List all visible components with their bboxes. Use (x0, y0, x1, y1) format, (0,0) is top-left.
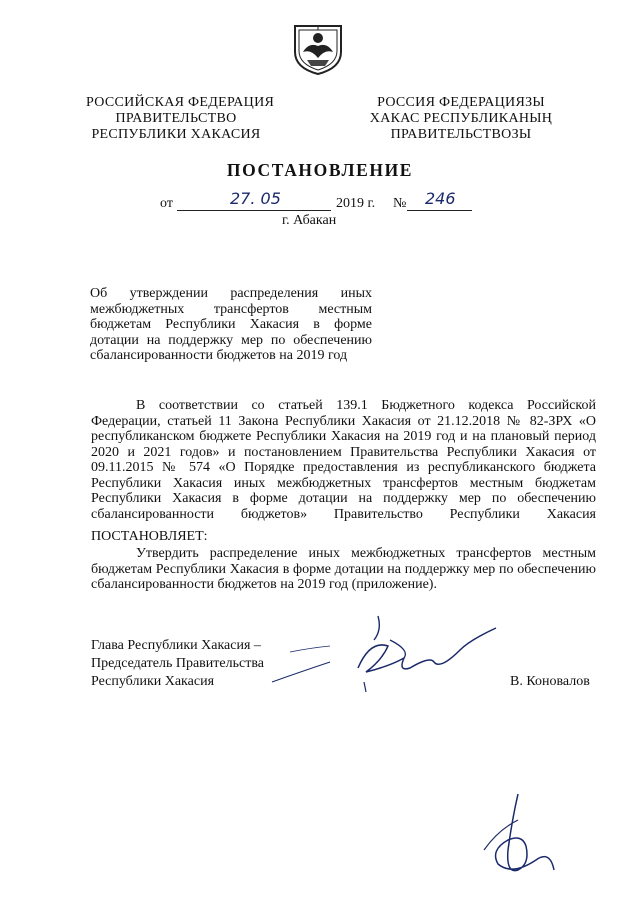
header-right (366, 95, 556, 143)
year-label: 2019 г. (336, 196, 376, 211)
city: г. Абакан (282, 213, 337, 228)
decree-word: ПОСТАНОВЛЯЕТ: (91, 529, 208, 544)
document-subject: Об утверждении распределения иных межбюджетных трансфертов местным бюджетам Республики Хакасия в форме дотации на поддержку мер по обеспечению сбалансированности бюджетов на 2019 год (90, 286, 372, 363)
header-right-line: ХАКАС РЕСПУБЛИКАНЫҢ (369, 111, 553, 126)
header-left-line: РЕСПУБЛИКИ ХАКАСИЯ (91, 127, 261, 142)
header-left-line: ПРАВИТЕЛЬСТВО (115, 111, 237, 126)
header-right-line: ПРАВИТЕЛЬСТВОЗЫ (390, 127, 532, 142)
resolution-paragraph: Утвердить распределение иных межбюджетных трансфертов местным бюджетам Республики Хакасия в форме дотации на поддержку мер по обеспечению сбалансированности бюджетов на 2019 год (приложение). (91, 546, 596, 592)
document-title: ПОСТАНОВЛЕНИЕ (226, 160, 414, 180)
signer-position (91, 637, 291, 691)
header-left (86, 95, 275, 143)
date-prefix: от (160, 196, 173, 211)
handwritten-date: 27. 05 (230, 189, 281, 208)
coat-of-arms-emblem (289, 22, 347, 76)
number-sign: № (393, 196, 407, 211)
handwritten-initials (478, 790, 558, 885)
preamble-paragraph: В соответствии со статьей 139.1 Бюджетного кодекса Российской Федерации, статьей 11 Закона Республики Хакасия от 21.12.2018 № 82-ЗРХ «О республиканском бюджете Республики Хакасия на 2019 год и на плановый период 2020 и 2021 годов» и постановлением Правительства Республики Хакасия от 09.11.2015 № 574 «О Порядке предоставления из республиканского бюджета Республики Хакасия иных межбюджетных трансфертов местным бюджетам Республики Хакасия в форме дотации на поддержку мер по обеспечению сбалансированности бюджетов» Правительство Республики Хакасия (91, 398, 596, 522)
handwritten-signature (270, 610, 500, 695)
signer-position-line: Председатель Правительства (91, 656, 264, 671)
header-left-line: РОССИЙСКАЯ ФЕДЕРАЦИЯ (86, 95, 275, 110)
signer-position-line: Глава Республики Хакасия – (91, 638, 261, 653)
handwritten-number: 246 (425, 189, 456, 208)
header-right-line: РОССИЯ ФЕДЕРАЦИЯЗЫ (377, 95, 545, 110)
signer-name: В. Коновалов (510, 674, 590, 689)
signer-position-line: Республики Хакасия (91, 674, 215, 689)
